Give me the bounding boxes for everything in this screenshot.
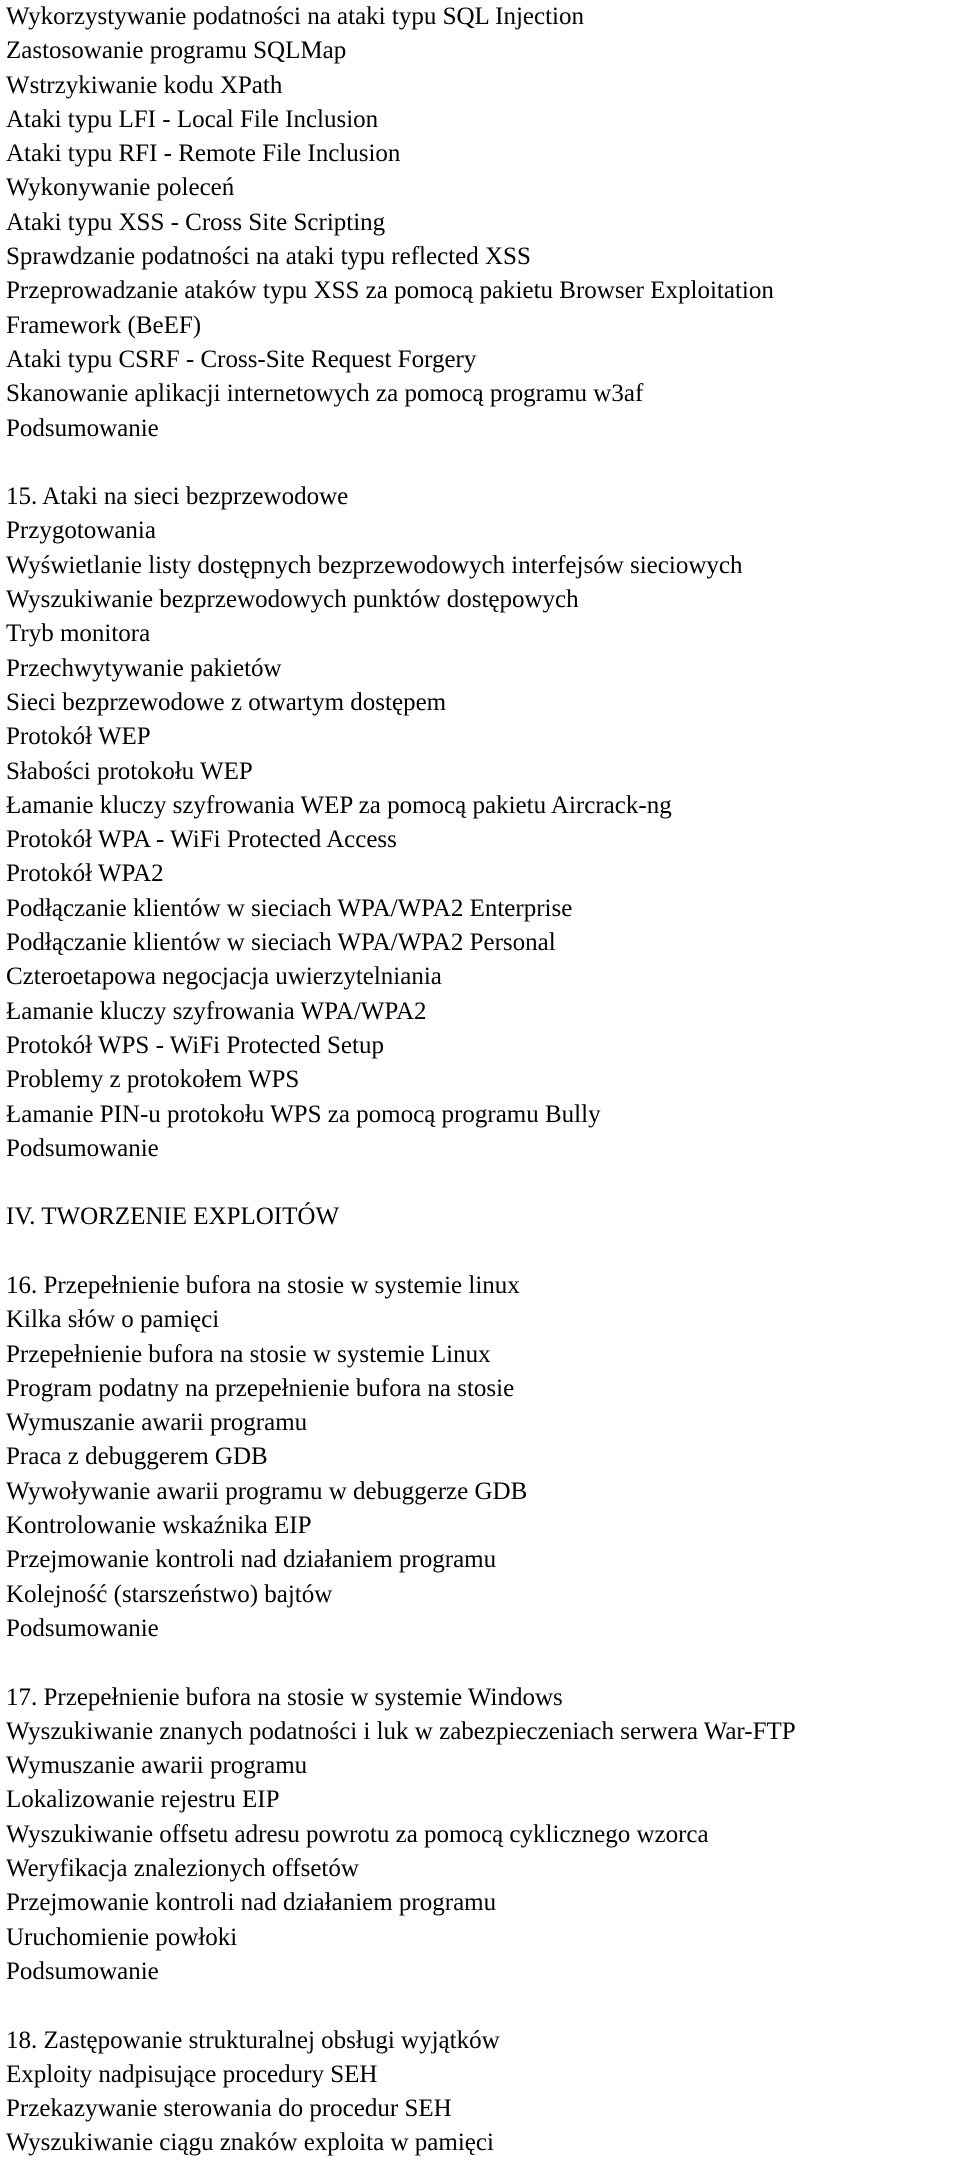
toc-line: Skanowanie aplikacji internetowych za pomocą programu w3af — [6, 380, 644, 408]
toc-line: Przekazywanie sterowania do procedur SEH — [6, 2095, 452, 2123]
toc-line: Przechwytywanie pakietów — [6, 654, 282, 682]
toc-line: Podłączanie klientów w sieciach WPA/WPA2 Enterprise — [6, 894, 573, 922]
toc-line: IV. TWORZENIE EXPLOITÓW — [6, 1203, 340, 1231]
toc-line: Problemy z protokołem WPS — [6, 1066, 300, 1094]
toc-line: Kilka słów o pamięci — [6, 1306, 220, 1334]
toc-line: 16. Przepełnienie bufora na stosie w systemie linux — [6, 1271, 520, 1299]
toc-line: Przejmowanie kontroli nad działaniem programu — [6, 1546, 497, 1574]
toc-line: Ataki typu RFI - Remote File Inclusion — [6, 140, 401, 168]
toc-line: Łamanie kluczy szyfrowania WPA/WPA2 — [6, 997, 427, 1025]
toc-line: Ataki typu CSRF - Cross-Site Request Forgery — [6, 345, 477, 373]
toc-line: Wykorzystywanie podatności na ataki typu SQL Injection — [6, 3, 584, 30]
toc-line: Łamanie kluczy szyfrowania WEP za pomocą pakietu Aircrack-ng — [6, 791, 672, 819]
toc-line: Tryb monitora — [6, 620, 151, 648]
toc-line: Protokół WEP — [6, 723, 151, 751]
toc-line: Podsumowanie — [6, 1614, 159, 1642]
toc-line: Wymuszanie awarii programu — [6, 1409, 308, 1437]
toc-line: Słabości protokołu WEP — [6, 757, 253, 785]
toc-line: Podłączanie klientów w sieciach WPA/WPA2 Personal — [6, 929, 556, 957]
toc-line: 18. Zastępowanie strukturalnej obsługi wyjątków — [6, 2026, 500, 2054]
toc-line: Kolejność (starszeństwo) bajtów — [6, 1580, 333, 1608]
toc-line: Protokół WPA - WiFi Protected Access — [6, 826, 397, 854]
toc-line: Przygotowania — [6, 517, 156, 545]
toc-line: Exploity nadpisujące procedury SEH — [6, 2060, 378, 2088]
toc-line: Wymuszanie awarii programu — [6, 1752, 308, 1780]
toc-line: Wywoływanie awarii programu w debuggerze GDB — [6, 1477, 528, 1505]
toc-line: Podsumowanie — [6, 414, 159, 442]
toc-line: Lokalizowanie rejestru EIP — [6, 1786, 280, 1814]
toc-line: 15. Ataki na sieci bezprzewodowe — [6, 483, 349, 511]
blank-line — [6, 446, 960, 480]
toc-line: Ataki typu XSS - Cross Site Scripting — [6, 208, 386, 236]
blank-line — [6, 1646, 960, 1680]
toc-line: Wykonywanie poleceń — [6, 174, 235, 202]
toc-line: Podsumowanie — [6, 1957, 159, 1985]
blank-line — [6, 1989, 960, 2023]
toc-line: Framework (BeEF) — [6, 311, 202, 339]
toc-line: Kontrolowanie wskaźnika EIP — [6, 1512, 312, 1540]
toc-line: Wyszukiwanie bezprzewodowych punktów dostępowych — [6, 586, 579, 614]
toc-line: Przejmowanie kontroli nad działaniem programu — [6, 1889, 497, 1917]
blank-line — [6, 1235, 960, 1269]
toc-line: Weryfikacja znalezionych offsetów — [6, 1855, 359, 1883]
toc-line: Praca z debuggerem GDB — [6, 1443, 268, 1471]
toc-line: Ataki typu LFI - Local File Inclusion — [6, 105, 379, 133]
toc-line: Sprawdzanie podatności na ataki typu reflected XSS — [6, 243, 531, 271]
toc-line: Protokół WPS - WiFi Protected Setup — [6, 1031, 384, 1059]
toc-line: Łamanie PIN-u protokołu WPS za pomocą programu Bully — [6, 1100, 601, 1128]
blank-line — [6, 1166, 960, 1200]
toc-line: Wyszukiwanie ciągu znaków exploita w pamięci — [6, 2129, 494, 2157]
toc-line: Wyświetlanie listy dostępnych bezprzewodowych interfejsów sieciowych — [6, 551, 743, 579]
toc-line: Zastosowanie programu SQLMap — [6, 37, 347, 65]
toc-line: Uruchomienie powłoki — [6, 1923, 238, 1951]
toc-line: Protokół WPA2 — [6, 860, 164, 888]
toc-line: Wstrzykiwanie kodu XPath — [6, 71, 283, 99]
toc-line: 17. Przepełnienie bufora na stosie w systemie Windows — [6, 1683, 563, 1711]
toc-line: Przepełnienie bufora na stosie w systemie Linux — [6, 1340, 491, 1368]
toc-line: Program podatny na przepełnienie bufora na stosie — [6, 1374, 515, 1402]
toc-line: Sieci bezprzewodowe z otwartym dostępem — [6, 688, 447, 716]
toc-line: Przeprowadzanie ataków typu XSS za pomocą pakietu Browser Exploitation — [6, 277, 774, 305]
toc-line: Czteroetapowa negocjacja uwierzytelniania — [6, 963, 442, 991]
toc-line: Wyszukiwanie offsetu adresu powrotu za pomocą cyklicznego wzorca — [6, 1820, 709, 1848]
toc-line: Podsumowanie — [6, 1134, 159, 1162]
toc-line: Wyszukiwanie znanych podatności i luk w zabezpieczeniach serwera War-FTP — [6, 1717, 796, 1745]
